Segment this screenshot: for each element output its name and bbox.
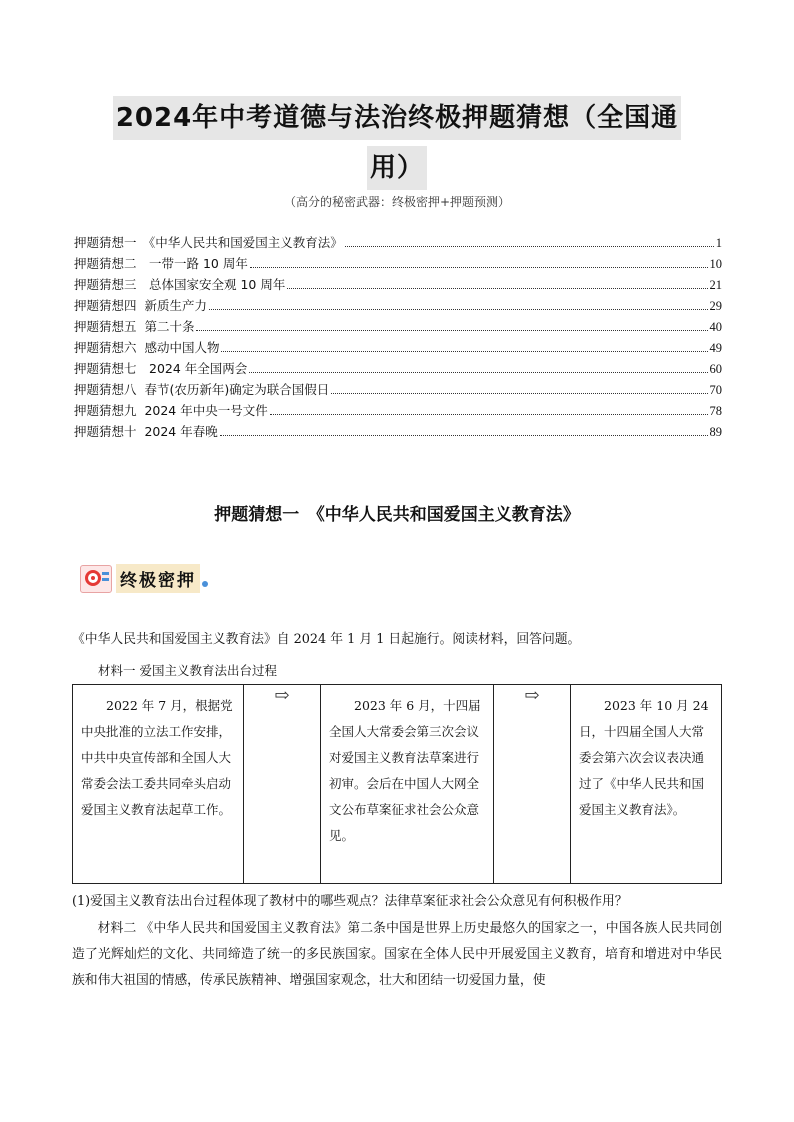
material-1-label: 材料一 爱国主义教育法出台过程 (98, 663, 277, 678)
toc-entry[interactable]: 押题猜想二 一带一路 10 周年 10 (74, 256, 722, 271)
banner-label: 终极密押 (116, 564, 200, 593)
toc-entry[interactable]: 押题猜想六 感动中国人物 49 (74, 340, 722, 355)
target-icon (80, 565, 112, 593)
toc-entry[interactable]: 押题猜想十 2024 年春晚 89 (74, 424, 722, 439)
arrow-right-icon: ⇨ (244, 685, 321, 884)
section-title: 押题猜想一 《中华人民共和国爱国主义教育法》 (214, 505, 580, 525)
title-line-2: 用） (367, 146, 427, 190)
intro-text: 《中华人民共和国爱国主义教育法》自 2024 年 1 月 1 日起施行。阅读材料，回答问题。 (72, 632, 581, 647)
dot-icon (202, 581, 208, 587)
toc-entry[interactable]: 押题猜想九 2024 年中央一号文件 78 (74, 403, 722, 418)
toc-entry[interactable]: 押题猜想一 《中华人民共和国爱国主义教育法》 1 (74, 235, 722, 250)
table-of-contents (74, 233, 722, 443)
material-2-text: 材料二 《中华人民共和国爱国主义教育法》第二条中国是世界上历史最悠久的国家之一，中国各族人民共同创造了光辉灿烂的文化、共同缔造了统一的多民族国家。国家在全体人民中开展爱国主义教育，培育和增进对中华民族和伟大祖国的情感，传承民族精神、增强国家观念，壮大和团结一切爱国力量，使 (72, 921, 722, 988)
toc-entry[interactable]: 押题猜想八 春节(农历新年)确定为联合国假日 70 (74, 382, 722, 397)
document-title (0, 96, 794, 190)
toc-entry[interactable]: 押题猜想七 2024 年全国两会 60 (74, 361, 722, 376)
flow-step-2: 2023 年 6 月，十四届全国人大常委会第三次会议对爱国主义教育法草案进行初审。会后在中国人大网全文公布草案征求社会公众意见。 (321, 685, 494, 884)
flow-step-1: 2022 年 7 月，根据党中央批准的立法工作安排，中共中央宣传部和全国人大常委会法工委共同牵头启动爱国主义教育法起草工作。 (73, 685, 244, 884)
banner (80, 564, 208, 593)
subtitle: （高分的秘密武器：终极密押+押题预测） (283, 195, 511, 209)
title-line-1: 2024年中考道德与法治终极押题猜想（全国通 (113, 96, 681, 140)
toc-entry[interactable]: 押题猜想五 第二十条 40 (74, 319, 722, 334)
flow-step-3: 2023 年 10 月 24 日，十四届全国人大常委会第六次会议表决通过了《中华人民共和国爱国主义教育法》。 (571, 685, 722, 884)
question-1: (1)爱国主义教育法出台过程体现了教材中的哪些观点？法律草案征求社会公众意见有何积极作用？ (72, 894, 628, 909)
process-flow-table (72, 684, 722, 884)
toc-entry[interactable]: 押题猜想四 新质生产力 29 (74, 298, 722, 313)
arrow-right-icon: ⇨ (494, 685, 571, 884)
toc-entry[interactable]: 押题猜想三 总体国家安全观 10 周年 21 (74, 277, 722, 292)
